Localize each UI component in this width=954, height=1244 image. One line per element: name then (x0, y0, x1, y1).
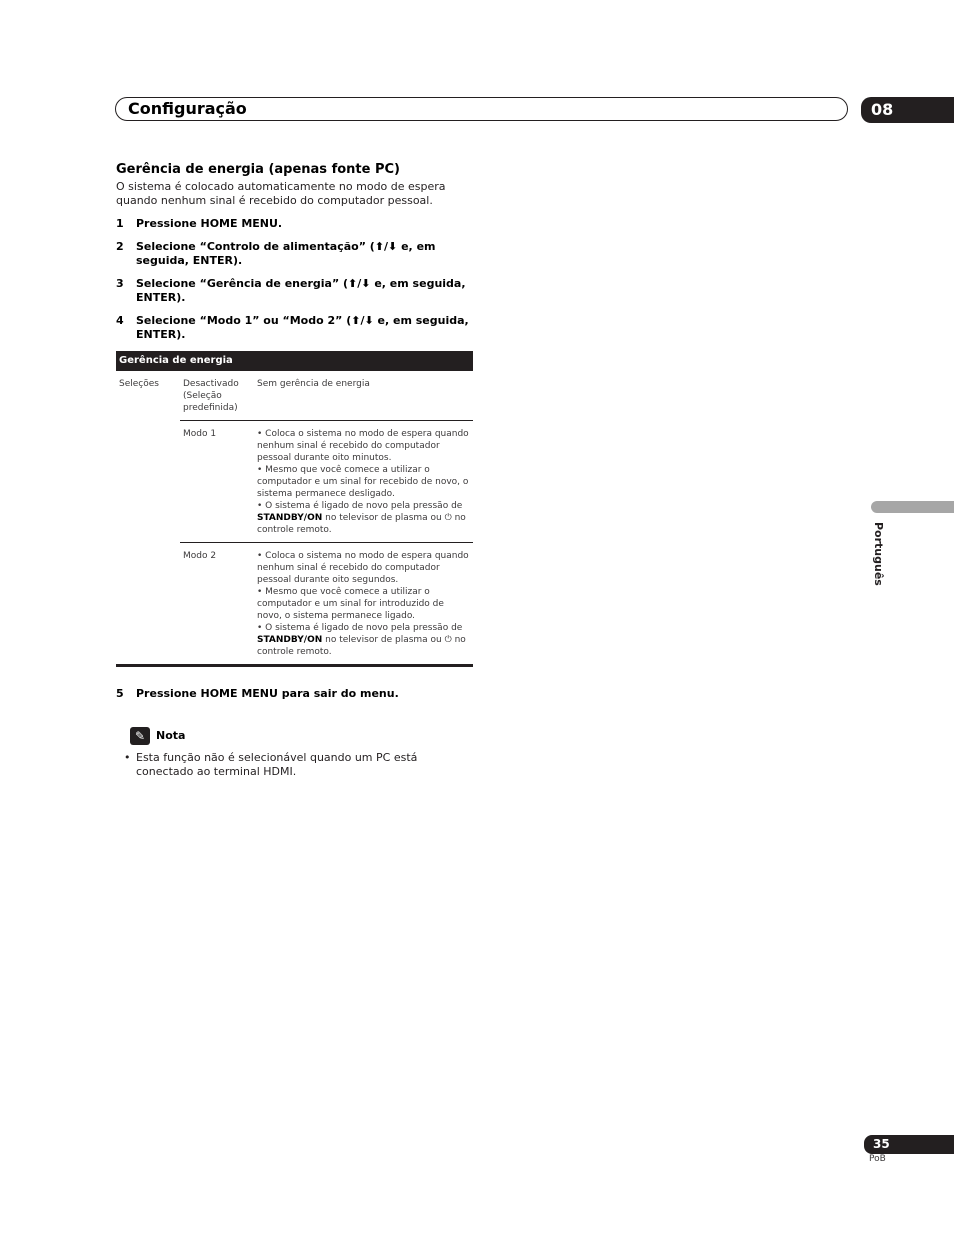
note-text: Esta função não é selecionável quando um PC está conectado ao terminal HDMI. (136, 751, 418, 778)
table-row (116, 543, 473, 666)
language-label: Português (872, 522, 885, 586)
step-4 (116, 314, 473, 342)
option-name: Modo 1 (180, 421, 254, 543)
step-text: Selecione “Gerência de energia” (⬆/⬇ e, em seguida, ENTER). (136, 277, 466, 304)
step-text: Pressione HOME MENU para sair do menu. (136, 687, 399, 700)
description-tail: no televisor de plasma ou ⏻ no controle remoto. (257, 513, 466, 535)
step-number: 4 (116, 314, 124, 327)
description-line: • Coloca o sistema no modo de espera quando nenhum sinal é recebido do computador pessoal durante oito minutos. (257, 429, 469, 463)
page-title: Configuração (128, 99, 247, 118)
step-5 (116, 687, 473, 701)
power-management-table (116, 351, 473, 667)
main-content (116, 162, 473, 779)
description-line: • Mesmo que você comece a utilizar o computador e um sinal for introduzido de novo, o sistema permanece ligado. (257, 587, 444, 621)
option-description: Sem gerência de energia (257, 379, 370, 389)
bullet-icon: • (124, 751, 131, 764)
step-text: Pressione HOME MENU. (136, 217, 283, 230)
step-3 (116, 277, 473, 305)
row-label: Seleções (119, 379, 159, 389)
note-item (116, 751, 473, 779)
step-text: Selecione “Controlo de alimentação” (⬆/⬇ e, em seguida, ENTER). (136, 240, 436, 267)
step-number: 2 (116, 240, 124, 253)
option-name: Desactivado (Seleção predefinida) (183, 379, 239, 413)
section-intro: O sistema é colocado automaticamente no modo de espera quando nenhum sinal é recebido do computador pessoal. (116, 180, 446, 207)
button-name: STANDBY/ON (257, 513, 323, 523)
note-label: Nota (156, 729, 186, 742)
step-number: 3 (116, 277, 124, 290)
option-name: Modo 2 (180, 543, 254, 666)
step-text: Selecione “Modo 1” ou “Modo 2” (⬆/⬇ e, em seguida, ENTER). (136, 314, 469, 341)
step-number: 5 (116, 687, 124, 700)
step-1 (116, 217, 473, 231)
option-description (254, 543, 473, 666)
table-row (116, 371, 473, 421)
page-number: 35 (864, 1135, 954, 1154)
language-tab (871, 501, 954, 513)
section-title: Gerência de energia (apenas fonte PC) (116, 162, 400, 177)
language-code: PoB (869, 1154, 886, 1164)
description-line: • O sistema é ligado de novo pela pressão de (257, 501, 463, 511)
description-tail: no televisor de plasma ou ⏻ no controle remoto. (257, 635, 466, 657)
chapter-number: 08 (861, 97, 954, 123)
pencil-icon: ✎ (130, 727, 150, 745)
table-header: Gerência de energia (116, 351, 473, 371)
step-number: 1 (116, 217, 124, 230)
description-line: • Mesmo que você comece a utilizar o computador e um sinal for recebido de novo, o sistema permanece desligado. (257, 465, 469, 499)
step-2 (116, 240, 473, 268)
table-row (116, 421, 473, 543)
note-heading (130, 727, 473, 745)
option-description (254, 421, 473, 543)
button-name: STANDBY/ON (257, 635, 323, 645)
description-line: • Coloca o sistema no modo de espera quando nenhum sinal é recebido do computador pessoal durante oito segundos. (257, 551, 469, 585)
description-line: • O sistema é ligado de novo pela pressão de (257, 623, 463, 633)
